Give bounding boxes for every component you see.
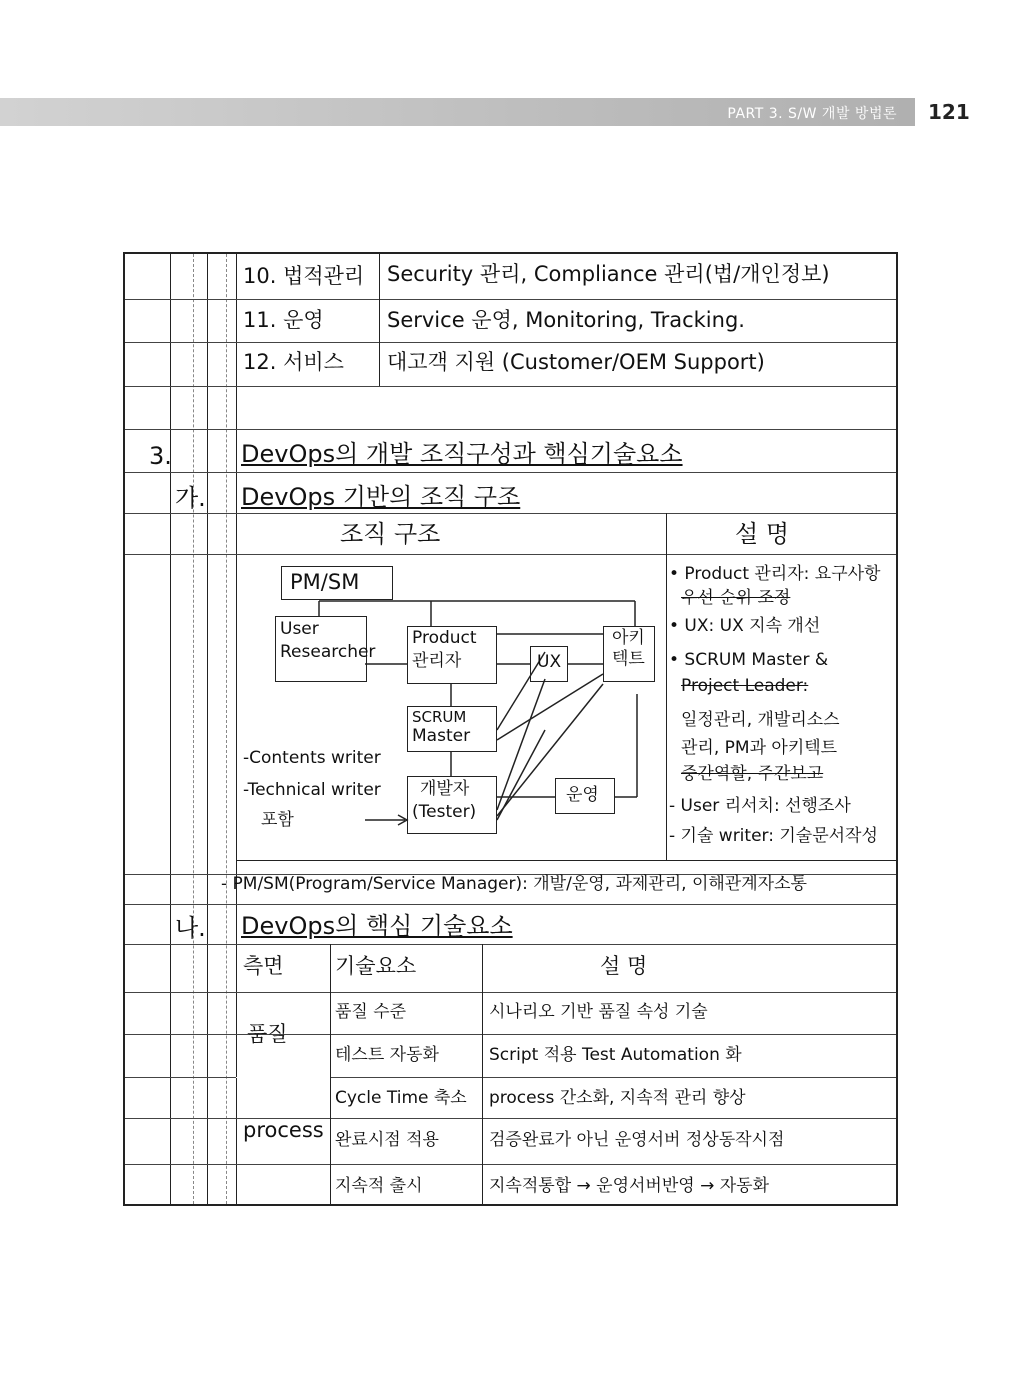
subsection-na-title: DevOps의 핵심 기술요소	[241, 912, 513, 940]
top-row-desc-1: Security 관리, Compliance 관리(법/개인정보)	[387, 262, 830, 286]
page-number: 121	[928, 100, 970, 124]
user-researcher-box: User Researcher	[275, 616, 367, 682]
org-desc-line-6: 일정관리, 개발리소스	[681, 710, 840, 730]
pm-sm-note: - PM/SM(Program/Service Manager): 개발/운영, 과제관리, 이해관계자소통	[221, 874, 807, 894]
tech-header-aspect: 측면	[243, 954, 284, 978]
aspect-process: process	[243, 1118, 324, 1142]
tech-desc-4: 검증완료가 아닌 운영서버 정상동작시점	[489, 1130, 785, 1150]
tech-header-element: 기술요소	[335, 954, 417, 978]
ux-box: UX	[530, 646, 568, 682]
section-title: DevOps의 개발 조직구성과 핵심기술요소	[241, 440, 683, 468]
top-row-label-2: 11. 운영	[243, 308, 324, 332]
operations-box: 운영	[555, 778, 615, 814]
subsection-ga-title: DevOps 기반의 조직 구조	[241, 483, 521, 511]
org-col-header-description: 설 명	[735, 520, 789, 548]
tech-element-1: 품질 수준	[335, 1002, 407, 1022]
tech-desc-1: 시나리오 기반 품질 속성 기술	[489, 1002, 708, 1022]
org-desc-line-3: • UX: UX 지속 개선	[669, 616, 821, 636]
pm-sm-box: PM/SM	[281, 566, 393, 600]
tech-element-3: Cycle Time 축소	[335, 1088, 467, 1108]
tech-element-5: 지속적 출시	[335, 1176, 423, 1196]
org-desc-line-5: Project Leader:	[681, 676, 809, 696]
tech-header-description: 설 명	[600, 954, 648, 978]
org-desc-line-7: 관리, PM과 아키텍트	[681, 738, 838, 758]
top-row-desc-2: Service 운영, Monitoring, Tracking.	[387, 308, 745, 332]
org-desc-line-10: - 기술 writer: 기술문서작성	[669, 826, 878, 846]
org-desc-line-2: 우선 순위 조정	[681, 588, 791, 608]
tech-element-4: 완료시점 적용	[335, 1130, 439, 1150]
developer-tester-box: 개발자 (Tester)	[407, 776, 497, 834]
tech-desc-2: Script 적용 Test Automation 화	[489, 1045, 742, 1065]
org-desc-line-4: • SCRUM Master &	[669, 650, 829, 670]
subsection-na-marker: 나.	[175, 914, 206, 942]
scrum-master-box: SCRUM Master	[407, 706, 497, 752]
org-desc-line-1: • Product 관리자: 요구사항	[669, 564, 881, 584]
subsection-ga-marker: 가.	[175, 484, 206, 512]
tech-desc-3: process 간소화, 지속적 관리 향상	[489, 1088, 746, 1108]
top-row-label-3: 12. 서비스	[243, 350, 344, 374]
tech-desc-5: 지속적통합 → 운영서버반영 → 자동화	[489, 1176, 770, 1196]
architect-box: 아키 텍트	[603, 626, 655, 682]
section-number: 3.	[149, 442, 172, 470]
org-col-header-structure: 조직 구조	[340, 520, 441, 548]
note-sheet	[123, 252, 898, 1206]
aspect-quality: 품질	[247, 1022, 288, 1046]
chapter-title: PART 3. S/W 개발 방법론	[727, 106, 897, 122]
tech-element-2: 테스트 자동화	[335, 1045, 439, 1065]
included-note: 포함	[261, 810, 294, 830]
org-desc-line-9: - User 리서치: 선행조사	[669, 796, 851, 816]
org-desc-line-8: 중간역할, 주간보고	[681, 764, 824, 784]
technical-writer-note: -Technical writer	[243, 780, 381, 800]
top-row-label-1: 10. 법적관리	[243, 264, 365, 288]
chapter-header-bar	[0, 98, 915, 126]
contents-writer-note: -Contents writer	[243, 748, 381, 768]
product-manager-box: Product 관리자	[407, 626, 497, 684]
top-row-desc-3: 대고객 지원 (Customer/OEM Support)	[387, 350, 765, 374]
